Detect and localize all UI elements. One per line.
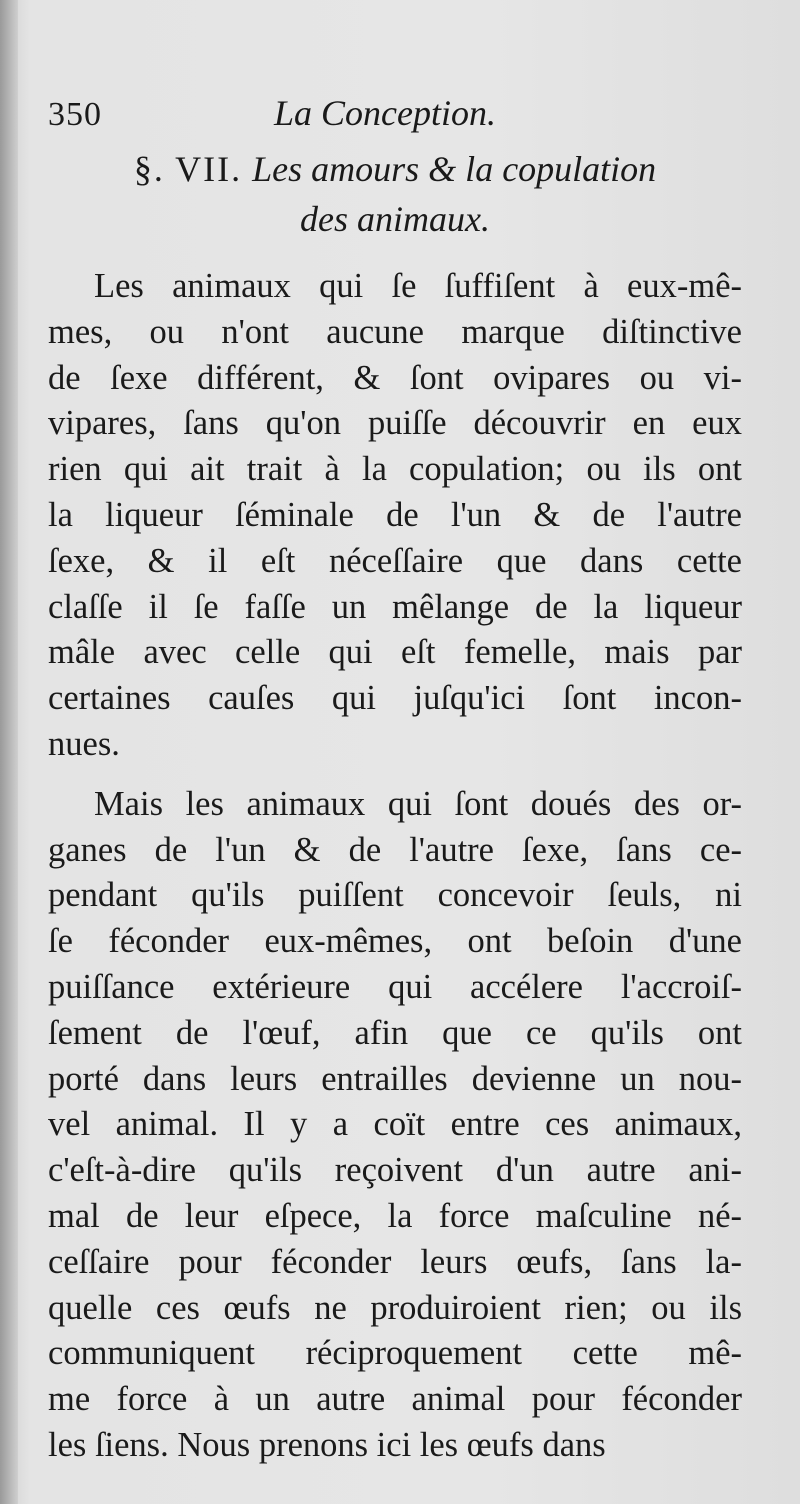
text-line: mâle avec celle qui eſt femelle, mais par	[48, 633, 742, 672]
text-line: vipares, ſans qu'on puiſſe découvrir en eux	[48, 404, 742, 443]
text-line: communiquent réciproquement cette mê-	[48, 1334, 742, 1373]
section-heading-line-1	[48, 144, 742, 194]
text-line: ceſſaire pour féconder leurs œufs, ſans la-	[48, 1242, 742, 1281]
text-line: la liqueur ſéminale de l'un & de l'autre	[48, 495, 742, 534]
page-number: 350	[48, 96, 102, 133]
text-line: nues.	[48, 724, 120, 763]
text-line: de ſexe différent, & ſont ovipares ou vi-	[48, 358, 742, 397]
text-line: ſe féconder eux-mêmes, ont beſoin d'une	[48, 922, 742, 961]
text-line: ſement de l'œuf, afin que ce qu'ils ont	[48, 1013, 742, 1052]
text-line: porté dans leurs entrailles devienne un nou-	[48, 1059, 742, 1098]
text-line: Mais les animaux qui ſont doués des or-	[94, 784, 742, 823]
running-head	[48, 78, 742, 144]
page-text-block	[48, 78, 742, 1469]
paragraph	[48, 782, 742, 1469]
text-line: me force à un autre animal pour féconder	[48, 1380, 742, 1419]
text-line: mes, ou n'ont aucune marque diſtinctive	[48, 312, 742, 351]
section-number: §. VII.	[133, 149, 243, 189]
text-line: mal de leur eſpece, la force maſculine né-	[48, 1196, 742, 1235]
text-line: c'eſt-à-dire qu'ils reçoivent d'un autre ani-	[48, 1151, 742, 1190]
text-line: certaines cauſes qui juſqu'ici ſont incon-	[48, 679, 742, 718]
text-line: quelle ces œufs ne produiroient rien; ou ils	[48, 1288, 742, 1327]
text-line: puiſſance extérieure qui accélere l'accroiſ-	[48, 967, 742, 1006]
paragraph	[48, 264, 742, 768]
text-line: vel animal. Il y a coït entre ces animaux,	[48, 1105, 742, 1144]
section-title-line-2: des animaux.	[300, 199, 490, 239]
section-title-line-1: Les amours & la copulation	[252, 149, 657, 189]
text-line: claſſe il ſe faſſe un mêlange de la liqueur	[48, 587, 742, 626]
text-line: ſexe, & il eſt néceſſaire que dans cette	[48, 541, 742, 580]
section-heading	[48, 144, 742, 244]
text-line: pendant qu'ils puiſſent concevoir ſeuls, ni	[48, 876, 742, 915]
text-line: rien qui ait trait à la copulation; ou ils ont	[48, 450, 742, 489]
text-line: ganes de l'un & de l'autre ſexe, ſans ce-	[48, 830, 742, 869]
page-binding-shadow	[0, 0, 18, 1504]
text-line: les ſiens. Nous prenons ici les œufs dans	[48, 1425, 606, 1464]
running-title: La Conception.	[274, 93, 496, 133]
text-line: Les animaux qui ſe ſuffiſent à eux-mê-	[94, 267, 742, 305]
